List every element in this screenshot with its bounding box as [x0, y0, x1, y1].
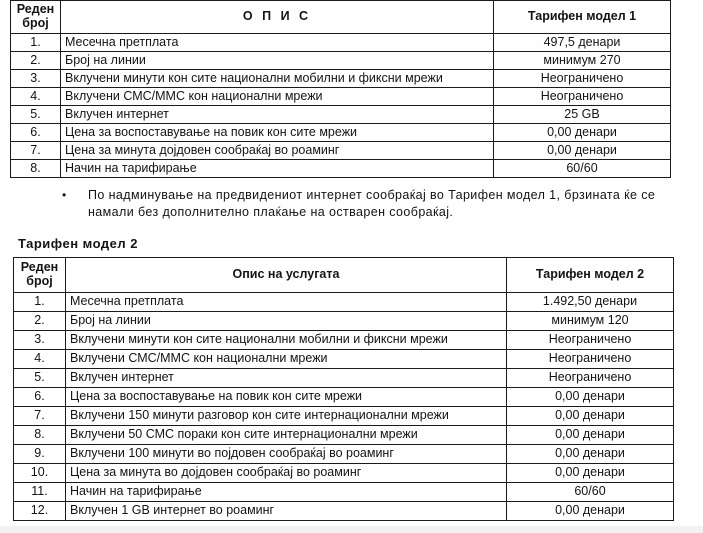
table-row [14, 407, 674, 426]
row-description: Вклучени 150 минути разговор кон сите интернационални мрежи [66, 407, 507, 426]
row-number: 2. [14, 312, 66, 331]
row-value: 497,5 денари [494, 34, 671, 52]
row-number: 7. [14, 407, 66, 426]
row-value: Неограничено [507, 350, 674, 369]
row-number: 4. [11, 88, 61, 106]
row-description: Број на линии [66, 312, 507, 331]
bullet-note [62, 187, 662, 221]
row-description: Месечна претплата [61, 34, 494, 52]
table-row [14, 426, 674, 445]
table-row [11, 124, 671, 142]
row-number: 2. [11, 52, 61, 70]
row-description: Вклучени минути кон сите национални мобилни и фиксни мрежи [61, 70, 494, 88]
header-reden-line1: Реден [16, 2, 55, 17]
header-reden-line2: број [26, 274, 53, 288]
row-value: 0,00 денари [507, 464, 674, 483]
table-row [11, 160, 671, 178]
row-value: 0,00 денари [507, 445, 674, 464]
table-row [11, 142, 671, 160]
table-row [11, 88, 671, 106]
row-value: 0,00 денари [507, 388, 674, 407]
column-header-description: Опис на услугата [66, 258, 507, 293]
row-description: Начин на тарифирање [66, 483, 507, 502]
row-description: Вклучени 50 СМС пораки кон сите интернационални мрежи [66, 426, 507, 445]
row-value: Неограничено [494, 88, 671, 106]
row-value: 60/60 [494, 160, 671, 178]
column-header-number [14, 258, 66, 293]
row-value: 0,00 денари [507, 407, 674, 426]
column-header-number [11, 1, 61, 34]
note-text: По надминување на предвидениот интернет сообраќај во Тарифен модел 1, брзината ќе се намали без дополнително плаќање на остварен сообраќај. [88, 188, 656, 219]
header-reden-line2: број [22, 16, 49, 30]
row-number: 6. [14, 388, 66, 407]
row-value: минимум 120 [507, 312, 674, 331]
row-description: Цена за воспоставување на повик кон сите мрежи [66, 388, 507, 407]
table-body [14, 293, 674, 521]
row-number: 5. [14, 369, 66, 388]
row-description: Вклучен 1 GB интернет во роаминг [66, 502, 507, 521]
column-header-model: Тарифен модел 1 [494, 1, 671, 34]
row-number: 12. [14, 502, 66, 521]
row-number: 5. [11, 106, 61, 124]
row-value: Неограничено [507, 331, 674, 350]
row-value: 0,00 денари [494, 142, 671, 160]
row-number: 1. [11, 34, 61, 52]
row-description: Број на линии [61, 52, 494, 70]
row-number: 9. [14, 445, 66, 464]
row-number: 1. [14, 293, 66, 312]
row-value: 0,00 денари [507, 502, 674, 521]
table-row [14, 483, 674, 502]
table-row [14, 350, 674, 369]
table-row [14, 464, 674, 483]
page-edge [0, 526, 703, 533]
section-title: Тарифен модел 2 [18, 236, 138, 251]
table-row [14, 369, 674, 388]
column-header-description: О П И С [61, 1, 494, 34]
row-description: Вклучен интернет [66, 369, 507, 388]
row-description: Цена за минута дојдовен сообраќај во роаминг [61, 142, 494, 160]
row-number: 6. [11, 124, 61, 142]
table-row [14, 331, 674, 350]
column-header-model: Тарифен модел 2 [507, 258, 674, 293]
row-value: 0,00 денари [507, 426, 674, 445]
row-number: 8. [11, 160, 61, 178]
bullet-icon: • [62, 188, 67, 202]
table-row [14, 502, 674, 521]
row-value: минимум 270 [494, 52, 671, 70]
row-number: 4. [14, 350, 66, 369]
row-number: 3. [14, 331, 66, 350]
table-row [14, 445, 674, 464]
row-description: Месечна претплата [66, 293, 507, 312]
row-number: 7. [11, 142, 61, 160]
table-row [11, 34, 671, 52]
row-value: 0,00 денари [494, 124, 671, 142]
row-description: Вклучени СМС/ММС кон национални мрежи [61, 88, 494, 106]
row-description: Начин на тарифирање [61, 160, 494, 178]
row-number: 11. [14, 483, 66, 502]
table-row [11, 52, 671, 70]
table-header-row [14, 258, 674, 293]
row-description: Цена за воспоставување на повик кон сите мрежи [61, 124, 494, 142]
row-description: Вклучени СМС/ММС кон национални мрежи [66, 350, 507, 369]
row-description: Цена за минута во дојдовен сообраќај во роаминг [66, 464, 507, 483]
row-description: Вклучени 100 минути во појдовен сообраќај во роаминг [66, 445, 507, 464]
table-header-row [11, 1, 671, 34]
row-value: 25 GB [494, 106, 671, 124]
row-value: 1.492,50 денари [507, 293, 674, 312]
header-reden-line1: Реден [20, 260, 59, 275]
row-description: Вклучени минути кон сите национални мобилни и фиксни мрежи [66, 331, 507, 350]
table-row [14, 293, 674, 312]
table-body [11, 34, 671, 178]
row-value: Неограничено [494, 70, 671, 88]
tariff-table-1 [10, 0, 671, 178]
row-value: 60/60 [507, 483, 674, 502]
tariff-table-2 [13, 257, 674, 521]
row-value: Неограничено [507, 369, 674, 388]
row-number: 10. [14, 464, 66, 483]
row-number: 3. [11, 70, 61, 88]
row-number: 8. [14, 426, 66, 445]
table-row [14, 388, 674, 407]
table-row [14, 312, 674, 331]
table-row [11, 106, 671, 124]
table-row [11, 70, 671, 88]
row-description: Вклучен интернет [61, 106, 494, 124]
